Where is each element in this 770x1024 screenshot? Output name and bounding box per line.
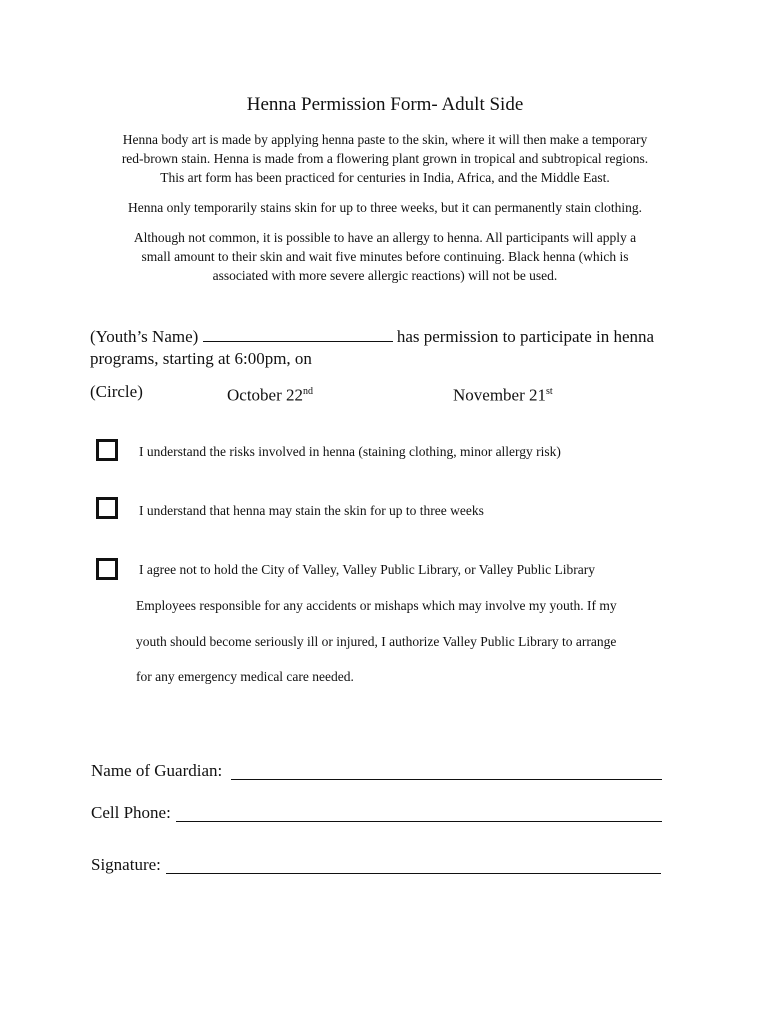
intro-paragraph-1 xyxy=(80,130,690,187)
signature-label: Signature: xyxy=(91,855,161,874)
stain-checkbox[interactable] xyxy=(96,497,118,519)
intro-paragraph-2: Henna only temporarily stains skin for up to three weeks, but it can permanently stain clothing. xyxy=(127,200,642,215)
date-option-october[interactable] xyxy=(227,380,313,407)
date-option-november[interactable] xyxy=(453,380,553,407)
date-october-main: October 22 xyxy=(227,385,304,405)
liability-line-2: Employees responsible for any accidents or mishaps which may involve my youth. If my xyxy=(136,598,617,613)
liability-line-4: for any emergency medical care needed. xyxy=(136,669,354,684)
intro-p3-line-1: Although not common, it is possible to have an allergy to henna. All participants will apply a xyxy=(133,230,637,245)
intro-p3-line-2: small amount to their skin and wait five minutes before continuing. Black henna (which is xyxy=(141,249,629,264)
liability-line-3: youth should become seriously ill or injured, I authorize Valley Public Library to arrange xyxy=(136,634,617,649)
intro-p1-line-1: Henna body art is made by applying henna paste to the skin, where it will then make a temporary xyxy=(122,132,648,147)
date-november-sup: st xyxy=(546,386,553,397)
liability-checkbox[interactable] xyxy=(96,558,118,580)
youth-name-blank[interactable] xyxy=(203,327,393,342)
permission-suffix: has permission to participate in henna xyxy=(396,327,655,346)
intro-p3-line-3: associated with more severe allergic reactions) will not be used. xyxy=(212,268,558,283)
intro-p1-line-2: red-brown stain. Henna is made from a flowering plant grown in tropical and subtropical regions. xyxy=(121,151,649,166)
signature-line[interactable] xyxy=(166,873,661,874)
circle-label: (Circle) xyxy=(90,382,143,401)
intro-p1-line-3: This art form has been practiced for centuries in India, Africa, and the Middle East. xyxy=(160,170,610,185)
cell-phone-label: Cell Phone: xyxy=(91,803,171,822)
intro-paragraph-3 xyxy=(80,228,690,285)
stain-check-text: I understand that henna may stain the skin for up to three weeks xyxy=(139,503,484,518)
date-october-sup: nd xyxy=(303,386,314,397)
form-title: Henna Permission Form- Adult Side xyxy=(246,94,524,115)
permission-line-1 xyxy=(90,325,710,348)
guardian-line[interactable] xyxy=(231,779,662,780)
risks-checkbox[interactable] xyxy=(96,439,118,461)
cell-phone-line[interactable] xyxy=(176,821,662,822)
liability-line-1: I agree not to hold the City of Valley, Valley Public Library, or Valley Public Library xyxy=(139,562,596,577)
youth-name-label: (Youth’s Name) xyxy=(90,327,199,346)
guardian-label: Name of Guardian: xyxy=(91,761,223,780)
risks-check-text: I understand the risks involved in henna (staining clothing, minor allergy risk) xyxy=(139,444,561,459)
date-november-main: November 21 xyxy=(453,385,547,405)
permission-line-2: programs, starting at 6:00pm, on xyxy=(90,349,312,368)
